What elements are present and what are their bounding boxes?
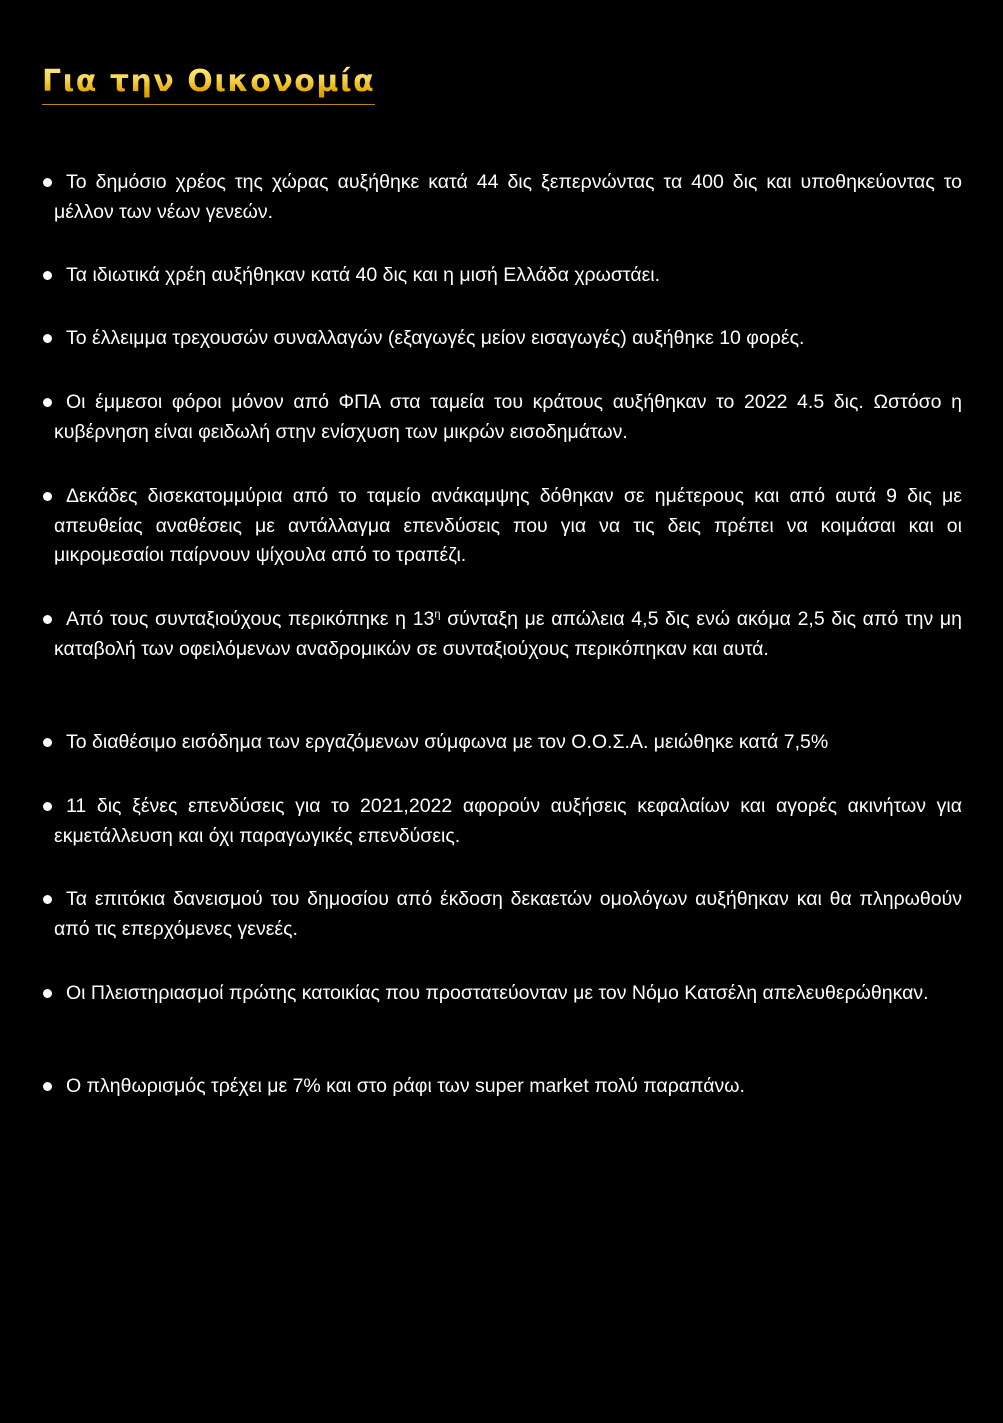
bullet-text: Τα επιτόκια δανεισμού του δημοσίου από έκδοση δεκαετών ομολόγων αυξήθηκαν και θα πληρωθούν από τις επερχόμενες γενεές. — [54, 888, 962, 940]
bullet-text: 11 δις ξένες επενδύσεις για το 2021,2022 αφορούν αυξήσεις κεφαλαίων και αγορές ακινήτων για εκμετάλλευση και όχι παραγωγικές επενδύσεις. — [54, 795, 962, 847]
bullet-text: Δεκάδες δισεκατομμύρια από το ταμείο ανάκαμψης δόθηκαν σε ημέτερους και από αυτά 9 δις με απευθείας αναθέσεις με αντάλλαγμα επενδύσεις που για να τις δεις πρέπει να κοιμάσαι και οι μικρομεσαίοι παίρνουν ψίχουλα από το τραπέζι. — [54, 485, 962, 566]
bullet-text: Οι Πλειστηριασμοί πρώτης κατοικίας που προστατεύονταν με τον Νόμο Κατσέλη απελευθερώθηκαν. — [66, 982, 929, 1004]
bullet-dot-icon — [43, 615, 52, 624]
bullet-text: Το δημόσιο χρέος της χώρας αυξήθηκε κατά 44 δις ξεπερνώντας τα 400 δις και υποθηκεύοντας το μέλλον των νέων γενεών. — [54, 171, 962, 223]
superscript: η — [434, 608, 441, 621]
bullet-item-indirect-taxes — [54, 388, 962, 447]
bullet-item-foreign-investments — [54, 792, 962, 851]
bullet-dot-icon — [43, 738, 52, 747]
bullet-dot-icon — [43, 989, 52, 998]
bullet-item-interest-rates — [54, 885, 962, 944]
bullet-dot-icon — [43, 398, 52, 407]
bullet-item-disposable-income — [54, 728, 962, 758]
bullet-dot-icon — [43, 802, 52, 811]
bullet-item-public-debt — [54, 168, 962, 227]
bullet-text-part: σύνταξη με απώλεια 4,5 δις ενώ ακόμα 2,5 δις από την μη καταβολή των οφειλόμενων αναδρομικών σε συνταξιούχους περικόπηκαν και αυτά. — [54, 608, 962, 660]
bullet-text: Ο πληθωρισμός τρέχει με 7% και στο ράφι των super market πολύ παραπάνω. — [66, 1075, 745, 1097]
bullet-dot-icon — [43, 1082, 52, 1091]
page-title: Για την Οικονομία — [42, 60, 375, 105]
bullet-item-recovery-fund — [54, 482, 962, 571]
bullet-text-part: Από τους συνταξιούχους περικόπηκε η 13 — [66, 608, 435, 630]
bullet-dot-icon — [43, 492, 52, 501]
bullet-dot-icon — [43, 178, 52, 187]
bullet-item-current-account — [54, 324, 962, 354]
bullet-dot-icon — [43, 271, 52, 280]
bullet-item-inflation — [54, 1072, 962, 1102]
bullet-text: Το διαθέσιμο εισόδημα των εργαζόμενων σύμφωνα με τον Ο.Ο.Σ.Α. μειώθηκε κατά 7,5% — [66, 731, 829, 753]
bullet-dot-icon — [43, 895, 52, 904]
bullet-text — [54, 608, 962, 660]
bullet-text: Οι έμμεσοι φόροι μόνον από ΦΠΑ στα ταμεία του κράτους αυξήθηκαν το 2022 4.5 δις. Ωστόσο η κυβέρνηση είναι φειδωλή στην ενίσχυση των μικρών εισοδημάτων. — [54, 391, 962, 443]
bullet-item-pensions — [54, 605, 962, 664]
bullet-item-private-debt — [54, 261, 962, 291]
bullet-dot-icon — [43, 334, 52, 343]
bullet-item-auctions — [54, 979, 962, 1009]
bullet-text: Τα ιδιωτικά χρέη αυξήθηκαν κατά 40 δις και η μισή Ελλάδα χρωστάει. — [66, 264, 661, 286]
bullet-text: Το έλλειμμα τρεχουσών συναλλαγών (εξαγωγές μείον εισαγωγές) αυξήθηκε 10 φορές. — [66, 327, 805, 349]
